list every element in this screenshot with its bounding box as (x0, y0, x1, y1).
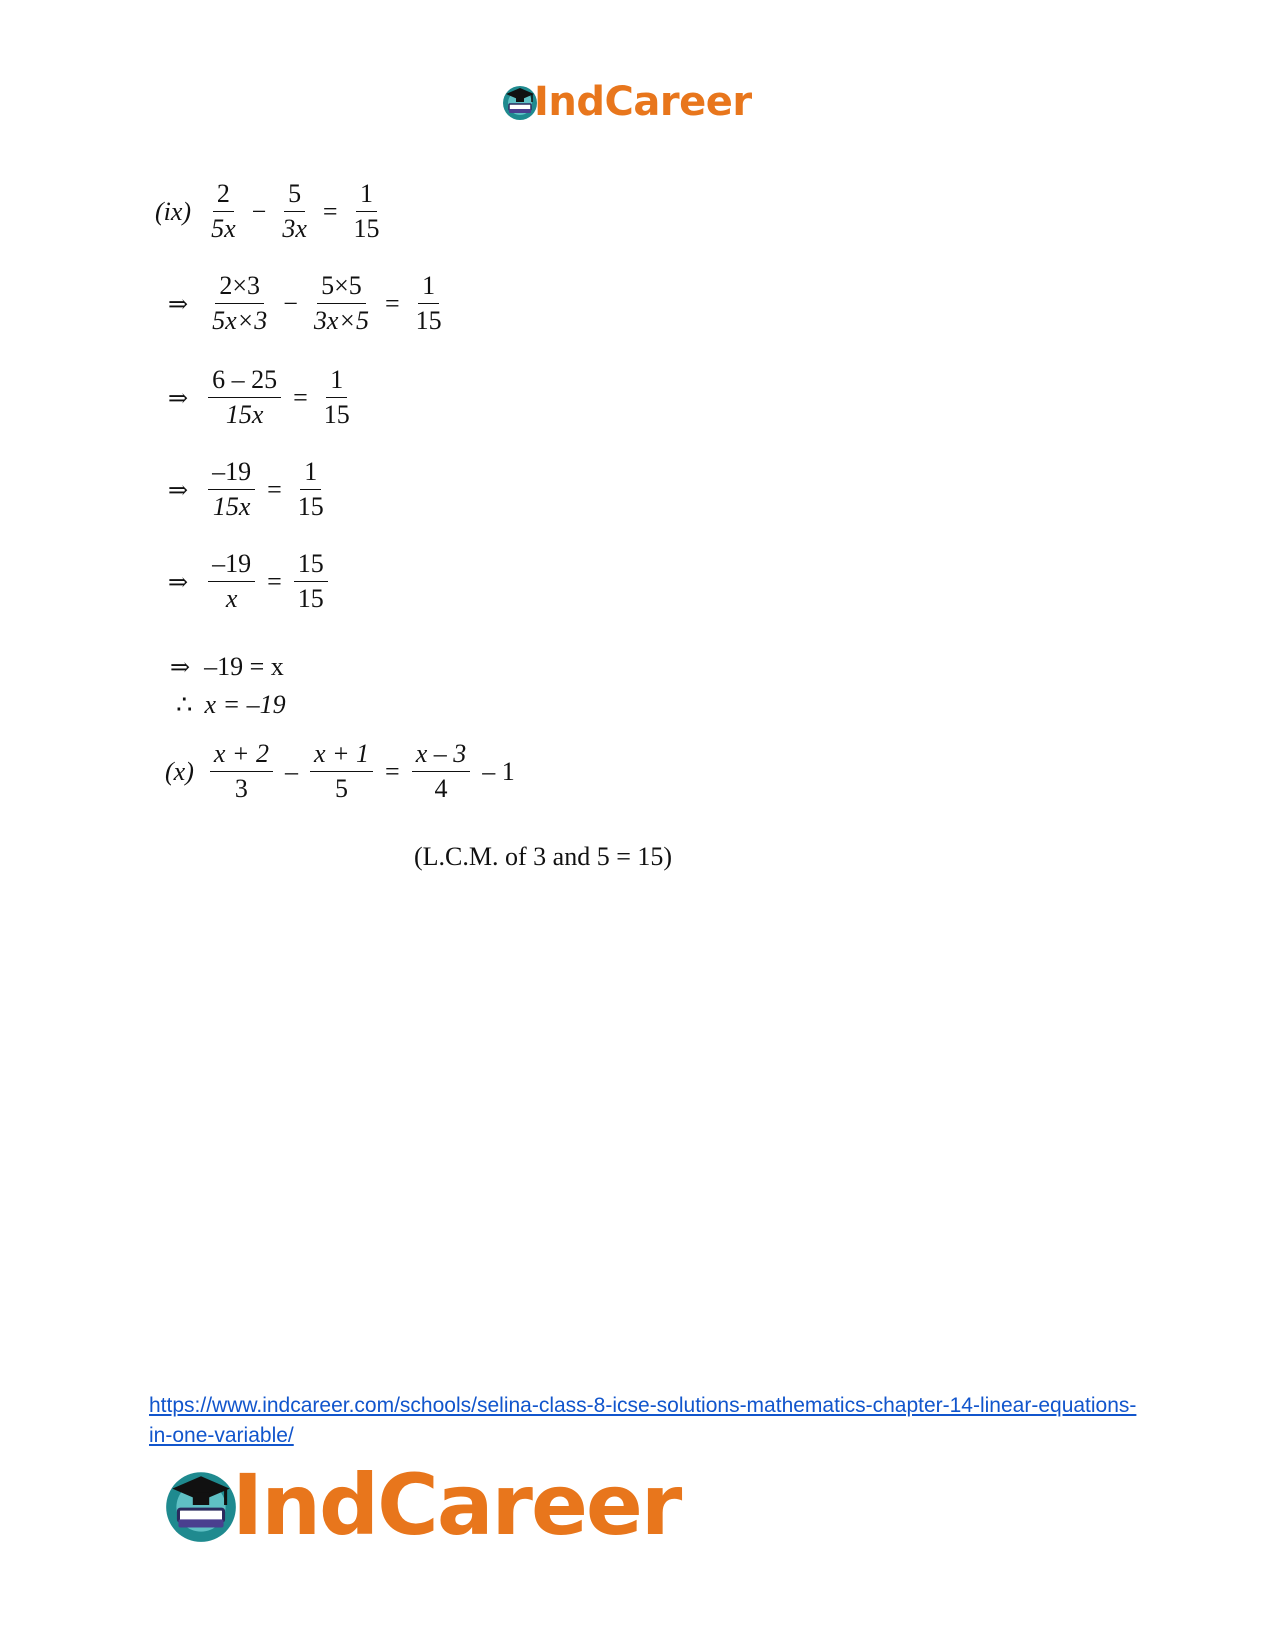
operator: = (267, 474, 282, 504)
operator: = (267, 566, 282, 596)
operator: = (385, 756, 400, 786)
fraction (412, 740, 471, 803)
denominator: 15 (323, 400, 350, 429)
lcm-note: (L.C.M. of 3 and 5 = 15) (414, 842, 673, 871)
graduation-cap-book-globe-icon (160, 1464, 242, 1546)
fraction (412, 272, 446, 335)
numerator: 6 – 25 (208, 366, 281, 398)
brand-wordmark: IndCareer (534, 79, 752, 125)
eq-x (165, 740, 521, 803)
denominator: 15x (225, 400, 264, 429)
denominator: 3x×5 (313, 306, 369, 335)
numerator: –19 (208, 550, 255, 582)
implies-symbol: ⇒ (170, 653, 191, 681)
numerator: 1 (300, 458, 321, 490)
denominator: 15 (297, 492, 324, 521)
operator: − (251, 196, 267, 226)
step-2 (168, 366, 360, 429)
denominator: 3 (234, 774, 248, 803)
step-4 (168, 550, 334, 613)
numerator: 1 (326, 366, 347, 398)
therefore-symbol: ∴ (176, 690, 193, 719)
denominator: 4 (434, 774, 448, 803)
fraction (210, 740, 273, 803)
denominator: 5x×3 (212, 306, 268, 335)
implies-symbol: ⇒ (168, 383, 189, 412)
numerator: 1 (356, 180, 377, 212)
numerator: 5×5 (317, 272, 366, 304)
fraction (294, 550, 328, 613)
operator: = (293, 382, 308, 412)
fraction (208, 458, 255, 521)
denominator: 5x (211, 214, 236, 243)
equation-text: –19 = x (204, 652, 284, 681)
numerator: x – 3 (412, 740, 471, 772)
denominator: 15 (353, 214, 380, 243)
fraction (207, 180, 240, 243)
implies-symbol: ⇒ (168, 567, 189, 596)
numerator: 15 (294, 550, 328, 582)
numerator: x + 2 (210, 740, 273, 772)
numerator: 2 (213, 180, 234, 212)
fraction (294, 458, 328, 521)
numerator: x + 1 (310, 740, 373, 772)
part-label: (ix) (155, 196, 192, 226)
numerator: –19 (208, 458, 255, 490)
numerator: 2×3 (215, 272, 264, 304)
fraction (208, 550, 255, 613)
footer-logo (160, 1456, 681, 1554)
source-link[interactable]: https://www.indcareer.com/schools/selina-class-8-icse-solutions-mathematics-chapter-14-linear-equations-in-one-variable/ (149, 1394, 1137, 1447)
fraction (320, 366, 354, 429)
denominator: 15 (415, 306, 442, 335)
denominator: 5 (335, 774, 348, 803)
fraction (208, 272, 271, 335)
fraction (350, 180, 384, 243)
operator: – (284, 756, 298, 786)
implies-symbol: ⇒ (168, 475, 189, 504)
denominator: x (225, 584, 238, 613)
answer-text: x = –19 (204, 690, 286, 719)
conclusion (176, 690, 286, 720)
operator: = (384, 288, 400, 318)
denominator: 15x (212, 492, 251, 521)
fraction (310, 740, 373, 803)
step-5 (170, 652, 284, 682)
trailing-term: – 1 (482, 756, 515, 786)
header-logo (500, 78, 752, 126)
eq-ix (155, 180, 390, 243)
part-label: (x) (165, 756, 194, 786)
numerator: 1 (418, 272, 439, 304)
step-1 (168, 272, 452, 335)
step-3 (168, 458, 334, 521)
denominator: 15 (297, 584, 324, 613)
fraction (310, 272, 373, 335)
operator: − (283, 288, 298, 318)
brand-wordmark: IndCareer (232, 1456, 681, 1554)
denominator: 3x (282, 214, 307, 243)
fraction (208, 366, 281, 429)
fraction (278, 180, 311, 243)
operator: = (322, 196, 338, 226)
implies-symbol: ⇒ (168, 289, 189, 318)
numerator: 5 (284, 180, 305, 212)
